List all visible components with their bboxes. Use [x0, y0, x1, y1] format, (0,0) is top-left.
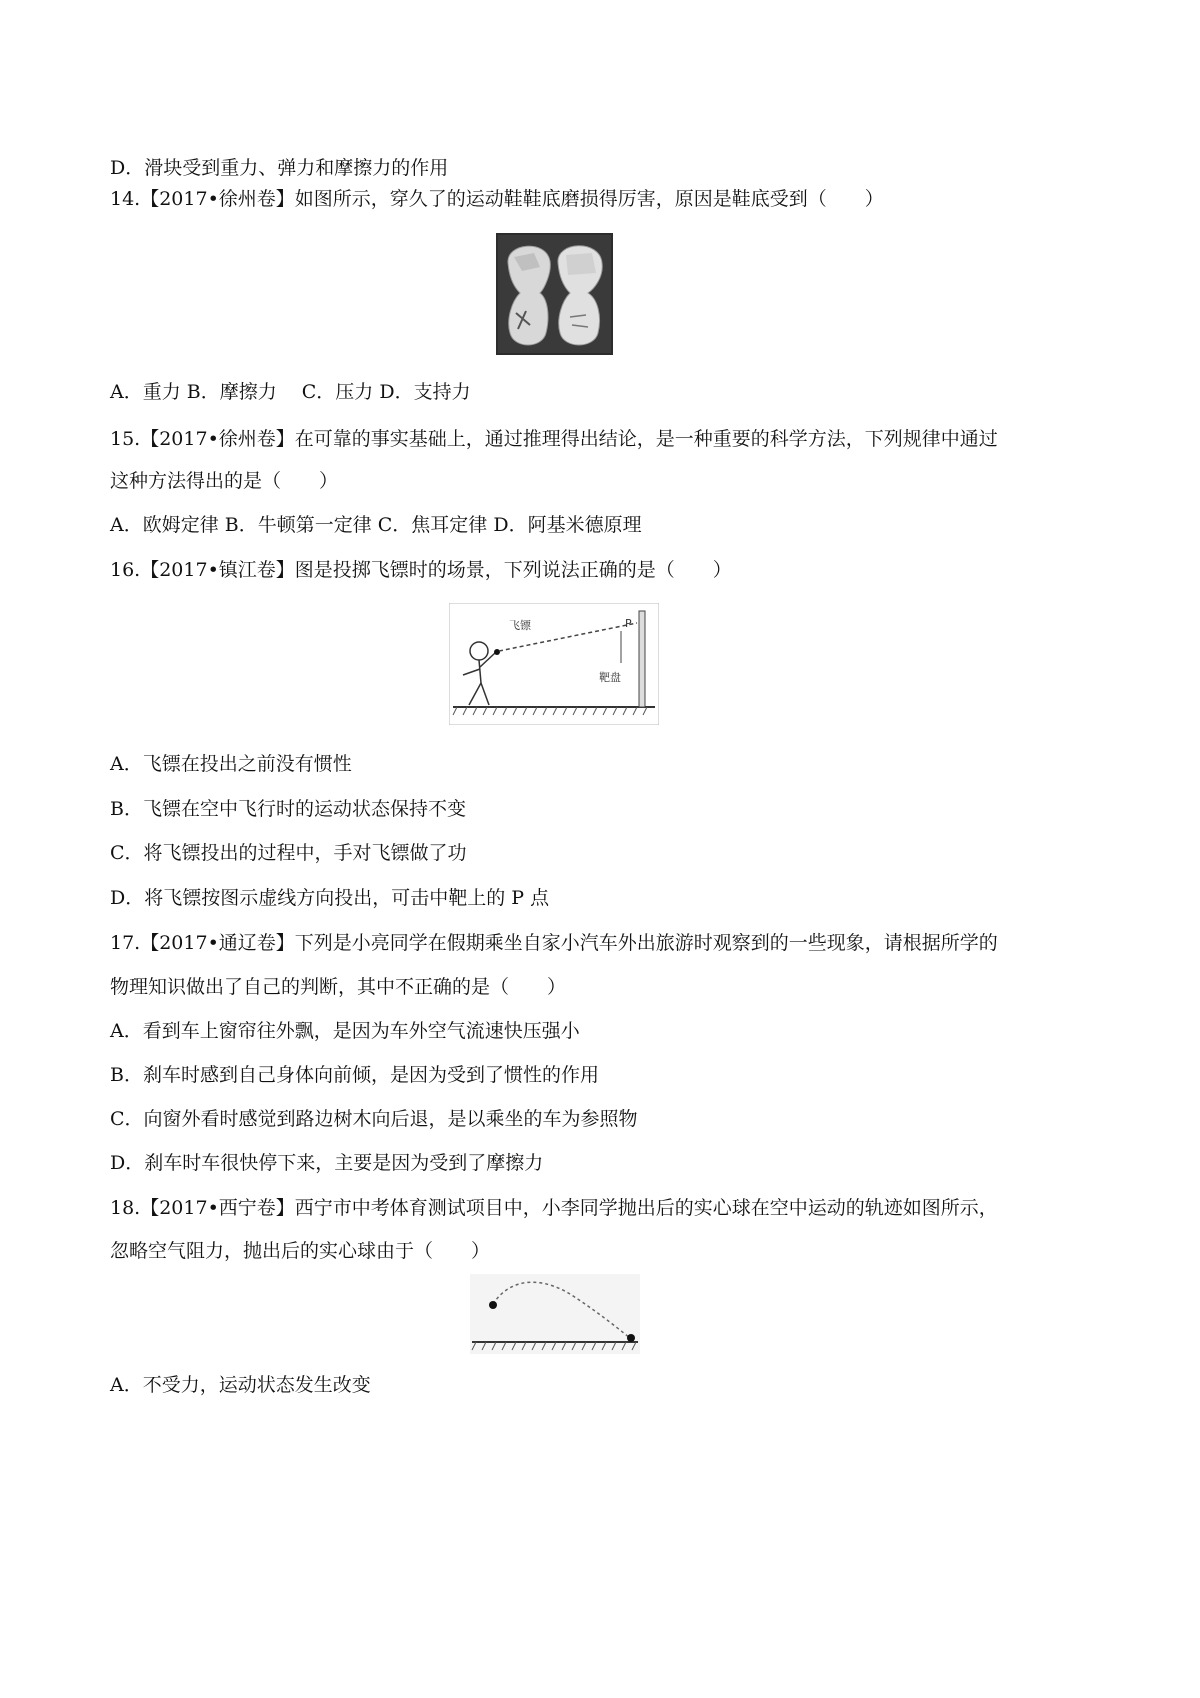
question-17-option-a: A．看到车上窗帘往外飘，是因为车外空气流速快压强小 [110, 1020, 580, 1042]
point-p-label: P [625, 617, 632, 630]
question-16-option-d: D．将飞镖按图示虚线方向投出，可击中靶上的 P 点 [110, 887, 550, 909]
dartboard-label: 靶盘 [599, 671, 621, 684]
question-17-option-b: B．刹车时感到自己身体向前倾，是因为受到了惯性的作用 [110, 1064, 599, 1086]
question-18-line-1: 18.【2017•西宁卷】西宁市中考体育测试项目中，小李同学抛出后的实心球在空中运动的轨迹如图所示， [110, 1197, 998, 1219]
line-q13-option-d: D．滑块受到重力、弹力和摩擦力的作用 [110, 157, 449, 179]
question-17-option-d: D．刹车时车很快停下来，主要是因为受到了摩擦力 [110, 1152, 544, 1174]
question-15-line-2: 这种方法得出的是（ ） [110, 470, 339, 492]
ball-end-icon [627, 1334, 635, 1342]
dartboard-icon [639, 611, 645, 707]
ball-start-icon [489, 1301, 497, 1309]
dart-icon [494, 649, 500, 655]
question-17-option-c: C．向窗外看时感觉到路边树木向后退，是以乘坐的车为参照物 [110, 1108, 638, 1130]
question-15-line-1: 15.【2017•徐州卷】在可靠的事实基础上，通过推理得出结论，是一种重要的科学方法，下列规律中通过 [110, 428, 998, 450]
shoe-soles-figure [496, 233, 613, 355]
question-16-option-a: A．飞镖在投出之前没有惯性 [110, 753, 352, 775]
question-15-options: A．欧姆定律 B．牛顿第一定律 C．焦耳定律 D．阿基米德原理 [110, 514, 642, 536]
ball-trajectory-figure [470, 1274, 640, 1354]
question-16-option-c: C．将飞镖投出的过程中，手对飞镖做了功 [110, 842, 467, 864]
question-14-options: A．重力 B．摩擦力 C．压力 D．支持力 [110, 381, 471, 403]
question-18-line-2: 忽略空气阻力，抛出后的实心球由于（ ） [110, 1240, 491, 1262]
dart-throw-figure [449, 603, 659, 725]
question-17-line-1: 17.【2017•通辽卷】下列是小亮同学在假期乘坐自家小汽车外出旅游时观察到的一些现象，请根据所学的 [110, 932, 998, 954]
question-18-option-a: A．不受力，运动状态发生改变 [110, 1374, 371, 1396]
question-16: 16.【2017•镇江卷】图是投掷飞镖时的场景，下列说法正确的是（ ） [110, 559, 732, 581]
question-17-line-2: 物理知识做出了自己的判断，其中不正确的是（ ） [110, 976, 567, 998]
question-16-option-b: B．飞镖在空中飞行时的运动状态保持不变 [110, 798, 466, 820]
question-14: 14.【2017•徐州卷】如图所示，穿久了的运动鞋鞋底磨损得厉害，原因是鞋底受到（ ） [110, 188, 884, 210]
dart-label: 飞镖 [509, 619, 531, 632]
